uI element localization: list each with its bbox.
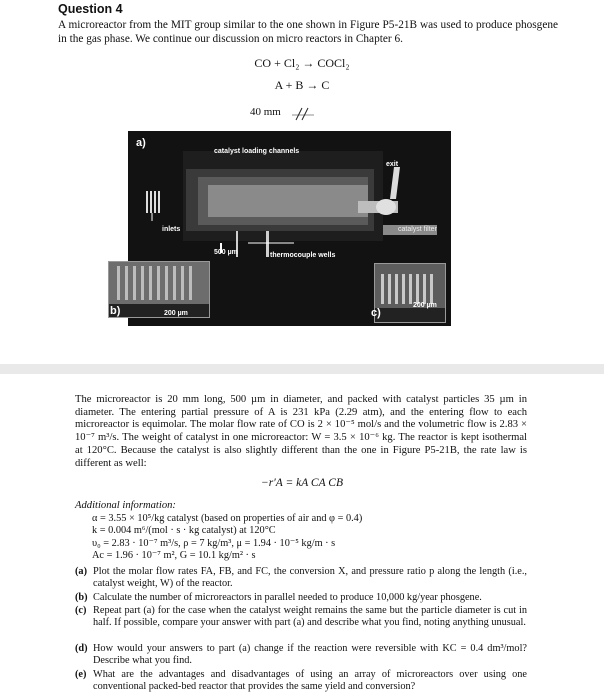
question-e [75, 669, 527, 694]
question-b-label: (b) [75, 592, 88, 603]
question-d [75, 643, 527, 668]
problem-paragraph: The microreactor is 20 mm long, 500 µm in diameter, and packed with catalyst particles 35 µm in diameter. The entering partial pressure of A is 231 kPa (2.29 atm), and the entering flow to each microreactor is equimolar. The molar flow rate of CO is 2 × 10⁻⁵ mol/s and the volumetric flow is 2.83 × 10⁻⁷ m³/s. The weight of catalyst in one microreactor: W = 3.5 × 10⁻⁶ kg. The reactor is kept isothermal at 120°C. Because the catalyst is also slightly different than the one in Figure P5-21B, the rate law is different as well: [75, 394, 527, 469]
reaction-abbrev: A + B → C [274, 78, 330, 92]
inlets-label: inlets [162, 226, 181, 233]
question-e-label: (e) [75, 669, 87, 680]
additional-info-title: Additional information: [75, 500, 176, 511]
info-line-k: k = 0.004 m⁶/(mol · s · kg catalyst) at 120°C [92, 525, 276, 536]
scale-200-b-label: 200 µm [164, 310, 188, 317]
panel-b-label: b) [110, 305, 121, 317]
catalyst-loading-label: catalyst loading channels [214, 148, 300, 155]
panel-a-label: a) [136, 137, 146, 149]
info-line-area: Ac = 1.96 · 10⁻⁷ m², G = 10.1 kg/m² · s [92, 550, 256, 561]
panel-c-label: c) [371, 307, 381, 319]
panel-separator [0, 364, 604, 374]
question-a [75, 566, 527, 591]
inset-c-pattern [375, 264, 445, 322]
question-c-label: (c) [75, 605, 87, 616]
scale-200-c-label: 200 µm [413, 302, 437, 309]
inset-c-image [374, 263, 446, 323]
rate-law: −r′A = kA CA CB [261, 477, 343, 489]
exit-label: exit [386, 161, 399, 168]
question-e-text: What are the advantages and disadvantages of using an array of microreactors over using one conventional packed-bed reactor that provides the same yield and conversion? [93, 669, 527, 693]
question-c-text: Repeat part (a) for the case when the catalyst weight remains the same but the particle diameter is cut in half. If possible, compare your answer with part (a) and describe what you find, noting anything unusual. [93, 605, 527, 629]
question-d-text: How would your answers to part (a) change if the reaction were reversible with KC = 0.4 dm³/mol? Describe what you find. [93, 643, 527, 667]
inset-b-pattern [109, 262, 209, 317]
question-c [75, 605, 527, 630]
question-a-text: Plot the molar flow rates FA, FB, and FC, the conversion X, and pressure ratio p along the length (i.e., catalyst weight, W) of the reactor. [93, 566, 527, 590]
inset-b-image [108, 261, 210, 318]
break-mark-icon [292, 106, 314, 122]
question-a-label: (a) [75, 566, 88, 577]
question-title: Question 4 [58, 2, 123, 16]
question-bottom-panel [0, 374, 604, 700]
question-b-text: Calculate the number of microreactors in parallel needed to produce 10,000 kg/year phosgene. [93, 592, 482, 603]
question-b [75, 592, 527, 604]
figure-scale-label: 40 mm [250, 106, 281, 118]
reaction-equation: CO + Cl₂ → COCl₂ [254, 56, 350, 70]
thermocouple-label: thermocouple wells [270, 252, 336, 259]
info-line-flow: υ₀ = 2.83 · 10⁻⁷ m³/s, ρ = 7 kg/m³, μ = 1.94 · 10⁻⁵ kg/m · s [92, 538, 336, 549]
scale-500-label: 500 µm [214, 249, 238, 256]
info-line-alpha: α = 3.55 × 10⁵/kg catalyst (based on properties of air and φ = 0.4) [92, 513, 363, 524]
catalyst-filter-label: catalyst filter [398, 226, 437, 233]
microreactor-figure [110, 131, 451, 326]
intro-paragraph: A microreactor from the MIT group similar to the one shown in Figure P5-21B was used to produce phosgene in the gas phase. We continue our discussion on micro reactors in Chapter 6. [58, 19, 558, 45]
question-d-label: (d) [75, 643, 88, 654]
